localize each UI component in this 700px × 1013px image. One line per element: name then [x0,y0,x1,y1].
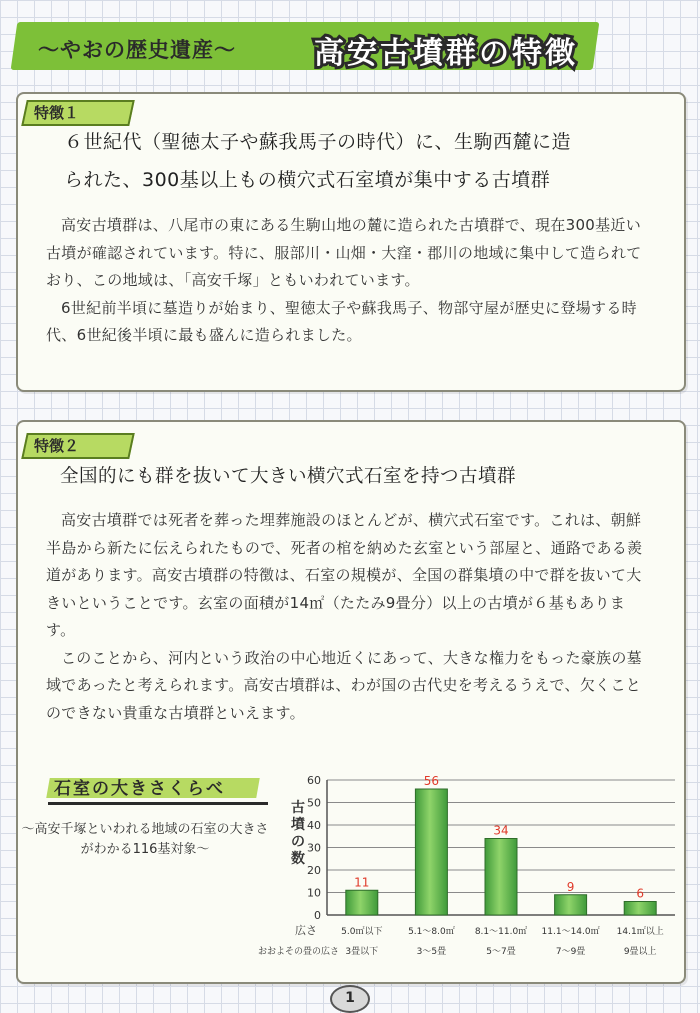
feature1-badge: 特徴１ [21,100,135,126]
page-header [14,14,596,74]
chart-y-tick: 0 [314,909,321,922]
chart-x-tatami: 9畳以上 [623,947,657,957]
chart-y-tick: 30 [307,841,321,855]
feature1-body [46,212,650,350]
feature1-lead-line2: られた、300基以上もの横穴式石室墳が集中する古墳群 [64,169,551,191]
chart-x-label: 広さ [295,924,317,937]
feature1-para2: 6世紀前半頃に墓造りが始まり、聖徳太子や蘇我馬子、物部守屋が歴史に登場する時代、6世紀後半頃に最も盛んに造られました。 [46,298,637,344]
chart-bar [415,789,447,915]
page-title: 高安古墳群の特徴 [314,36,578,71]
chart-y-tick: 40 [307,819,321,832]
chart-x-tick: 14.1㎡以上 [616,927,664,937]
chamber-size-chart [257,760,685,995]
feature2-para1: 高安古墳群では死者を葬った埋葬施設のほとんどが、横穴式石室です。これは、朝鮮半島から新たに伝えられたもので、死者の棺を納めた玄室という部屋と、通路である羨道があります。高安古墳群の特徴は、石室の規模が、全国の群集墳の中で群を抜いて大きいということです。玄室の面積が14㎡（たたみ9畳分）以上の古墳が６基もあります。 [46,511,643,639]
chart-x-tatami: 5〜7畳 [486,947,516,957]
chart-x-tatami: 3〜5畳 [416,947,447,957]
chart-y-tick: 10 [307,886,321,900]
chart-value-label: 34 [493,823,509,838]
page-number-text: 1 [345,990,355,1006]
chart-x-tick: 8.1〜11.0㎡ [474,927,528,937]
chart-bar [485,839,517,916]
chart-y-tick: 60 [307,774,321,787]
chart-value-label: 11 [354,875,370,890]
chart-section-heading [48,772,268,805]
chart-value-label: 6 [636,886,645,901]
feature2-badge: 特徴２ [21,433,135,459]
chart-y-tick: 20 [307,864,321,877]
chart-value-label: 56 [423,774,440,788]
chart-bar [346,890,378,915]
chart-y-tick: 50 [307,796,321,810]
chart-value-label: 9 [566,879,575,894]
chart-x-tatami: 3畳以下 [345,947,379,957]
chart-x-tick: 5.0㎡以下 [341,927,383,937]
chart-note: 〜高安千塚といわれる地域の石室の大きさがわかる116基対象〜 [21,822,269,857]
chart-bar [555,895,587,915]
chart-x-tick: 5.1〜8.0㎡ [408,927,455,937]
chart-section-title: 石室の大きさくらべ [54,779,225,799]
feature2-body [46,507,650,727]
chart-x-tick: 11.1〜14.0㎡ [541,927,600,937]
chart-bar [624,902,656,916]
chart-x-tatami: 7〜9畳 [555,947,586,957]
feature1-lead-line1: ６世紀代（聖徳太子や蘇我馬子の時代）に、生駒西麓に造 [64,131,572,153]
feature2-lead: 全国的にも群を抜いて大きい横穴式石室を持つ古墳群 [60,466,517,487]
feature2-para2: このことから、河内という政治の中心地近くにあって、大きな権力をもった豪族の墓域であったと考えられます。高安古墳群は、わが国の古代史を考えるうえで、欠くことのできない貴重な古墳群といえます。 [46,648,642,722]
feature1-para1: 高安古墳群は、八尾市の東にある生駒山地の麓に造られた古墳群で、現在300基近い古墳が確認されています。特に、服部川・山畑・大窪・郡川の地域に集中して造られており、この地域は、「高安千塚」ともいわれています。 [46,216,642,289]
page-number [330,985,370,1013]
chart-y-label: 古墳の数 [291,800,305,867]
header-subtitle: 〜やおの歴史遺産〜 [38,38,236,62]
chart-tatami-label: おおよその畳の広さ [257,947,339,957]
